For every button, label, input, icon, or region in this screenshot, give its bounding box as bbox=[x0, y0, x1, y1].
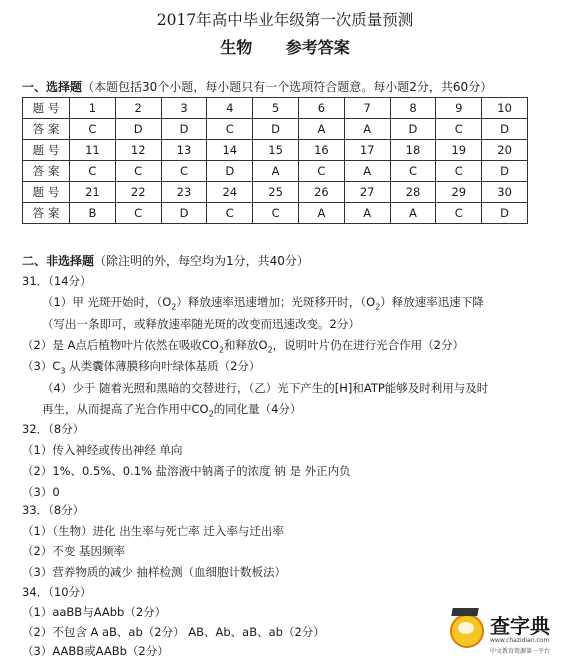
answer-cell: D bbox=[482, 203, 528, 224]
question-number-cell: 27 bbox=[344, 182, 390, 203]
q31-line6 bbox=[42, 401, 302, 418]
q34-line3: （3）AABB或AABb（2分） bbox=[22, 644, 169, 658]
logo-name: 查字典 bbox=[490, 614, 550, 638]
graduation-cap-icon bbox=[451, 608, 478, 616]
q33-line3: （3）营养物质的减少 抽样检测（血细胞计数板法） bbox=[22, 565, 286, 579]
answer-cell: D bbox=[390, 119, 436, 140]
question-number-cell: 17 bbox=[344, 140, 390, 161]
q31-line1 bbox=[42, 294, 484, 311]
question-number-cell: 26 bbox=[298, 182, 344, 203]
answer-cell: D bbox=[161, 203, 207, 224]
q34-line1: （1）aaBB与AAbb（2分） bbox=[22, 605, 167, 619]
q31-line5: （4）少于 随着光照和黑暗的交替进行，（乙）光下产生的[H]和ATP能够及时利用与及时 bbox=[42, 381, 489, 395]
answer-cell: A bbox=[390, 203, 436, 224]
question-number-cell: 13 bbox=[161, 140, 207, 161]
question-number-cell: 25 bbox=[253, 182, 299, 203]
logo-slogan: 中文教育资源第一平台 bbox=[490, 648, 551, 655]
section2-heading bbox=[22, 252, 309, 269]
q31-line2: （写出一条即可，或释放速率随光斑的改变而迅速改变。2分） bbox=[42, 317, 360, 331]
question-number-cell: 29 bbox=[436, 182, 482, 203]
question-number-cell: 14 bbox=[207, 140, 253, 161]
answer-cell: C bbox=[436, 119, 482, 140]
section1-heading bbox=[22, 78, 492, 95]
answer-cell: A bbox=[344, 203, 390, 224]
answer-cell: D bbox=[161, 119, 207, 140]
question-number-cell: 19 bbox=[436, 140, 482, 161]
sub: 2 bbox=[218, 345, 225, 355]
question-number-cell: 3 bbox=[161, 98, 207, 119]
logo-url: www.chazidian.com bbox=[490, 637, 550, 644]
question-number-row bbox=[23, 182, 528, 203]
q32-line3: （3）0 bbox=[22, 485, 60, 499]
question-number-cell: 16 bbox=[298, 140, 344, 161]
answer-cell: D bbox=[207, 161, 253, 182]
sub: 3 bbox=[60, 366, 66, 376]
question-number-row bbox=[23, 140, 528, 161]
question-number-cell: 2 bbox=[115, 98, 161, 119]
answer-cell: A bbox=[253, 161, 299, 182]
subject-label: 生物 bbox=[220, 38, 253, 57]
question-number-cell: 5 bbox=[253, 98, 299, 119]
mascot-face-icon bbox=[458, 622, 474, 634]
answer-row bbox=[23, 161, 528, 182]
question-number-row-label: 题 号 bbox=[23, 182, 70, 203]
answer-cell: C bbox=[298, 161, 344, 182]
answer-cell: C bbox=[161, 161, 207, 182]
q31-line3 bbox=[22, 337, 464, 354]
answer-cell: A bbox=[344, 161, 390, 182]
answer-cell: C bbox=[390, 161, 436, 182]
question-number-cell: 7 bbox=[344, 98, 390, 119]
answer-cell: B bbox=[70, 203, 116, 224]
answer-row-label: 答 案 bbox=[23, 119, 70, 140]
q32-header: 32．（8分） bbox=[22, 422, 85, 436]
sub: 2 bbox=[267, 345, 273, 355]
question-number-cell: 30 bbox=[482, 182, 528, 203]
question-number-cell: 24 bbox=[207, 182, 253, 203]
q31-l3-c: ，说明叶片仍在进行光合作用（2分） bbox=[272, 338, 464, 352]
question-number-cell: 22 bbox=[115, 182, 161, 203]
answer-row bbox=[23, 203, 528, 224]
question-number-cell: 1 bbox=[70, 98, 116, 119]
question-number-cell: 10 bbox=[482, 98, 528, 119]
answer-row bbox=[23, 119, 528, 140]
section2-note: （除注明的外，每空均为1分，共40分） bbox=[94, 254, 309, 268]
answer-cell: A bbox=[344, 119, 390, 140]
question-number-cell: 6 bbox=[298, 98, 344, 119]
answer-cell: C bbox=[436, 203, 482, 224]
exam-title: 2017年高中毕业年级第一次质量预测 bbox=[156, 11, 414, 29]
sub: 2 bbox=[171, 302, 177, 312]
question-number-row-label: 题 号 bbox=[23, 98, 70, 119]
sub: 2 bbox=[208, 409, 214, 419]
answer-cell: A bbox=[298, 119, 344, 140]
question-number-row-label: 题 号 bbox=[23, 140, 70, 161]
q31-l3-a: （2）是 A点后植物叶片依然在吸收CO bbox=[22, 338, 219, 352]
q31-l1-a: （1）甲 光斑开始时，（O bbox=[42, 295, 172, 309]
answer-cell: C bbox=[207, 203, 253, 224]
section1-title: 一、选择题 bbox=[22, 80, 83, 94]
answer-row-label: 答 案 bbox=[23, 161, 70, 182]
question-number-cell: 12 bbox=[115, 140, 161, 161]
answer-cell: A bbox=[298, 203, 344, 224]
q33-line2: （2）不变 基因频率 bbox=[22, 544, 125, 558]
q31-l4-b: 从类囊体薄膜移向叶绿体基质（2分） bbox=[65, 359, 261, 373]
q31-l6-b: 的同化量（4分） bbox=[213, 402, 302, 416]
q31-l3-b: 和释放O bbox=[224, 338, 268, 352]
answer-table bbox=[22, 97, 528, 224]
q31-l6-a: 再生，从而提高了光合作用中CO bbox=[42, 402, 209, 416]
section1-note: （本题包括30个小题，每小题只有一个选项符合题意。每小题2分，共60分） bbox=[82, 80, 493, 94]
question-number-cell: 28 bbox=[390, 182, 436, 203]
q33-header: 33．（8分） bbox=[22, 503, 85, 517]
answer-cell: D bbox=[253, 119, 299, 140]
q31-l1-c: ）释放速率迅速下降 bbox=[380, 295, 484, 309]
question-number-cell: 9 bbox=[436, 98, 482, 119]
q33-line1: （1）（生物）进化 出生率与死亡率 迁入率与迁出率 bbox=[22, 524, 284, 538]
answer-cell: C bbox=[115, 203, 161, 224]
answer-key-label: 参考答案 bbox=[285, 38, 350, 57]
sub: 2 bbox=[375, 302, 381, 312]
answer-cell: D bbox=[482, 119, 528, 140]
answer-cell: C bbox=[115, 161, 161, 182]
question-number-row bbox=[23, 98, 528, 119]
answer-cell: D bbox=[115, 119, 161, 140]
answer-cell: C bbox=[70, 161, 116, 182]
question-number-cell: 20 bbox=[482, 140, 528, 161]
q31-header: 31．（14分） bbox=[22, 274, 92, 288]
answer-row-label: 答 案 bbox=[23, 203, 70, 224]
q34-header: 34．（10分） bbox=[22, 585, 92, 599]
answer-cell: C bbox=[436, 161, 482, 182]
answer-cell: C bbox=[207, 119, 253, 140]
chazidian-logo bbox=[450, 608, 568, 658]
question-number-cell: 11 bbox=[70, 140, 116, 161]
q31-l1-b: ）释放速率迅速增加；光斑移开时，（O bbox=[176, 295, 376, 309]
question-number-cell: 23 bbox=[161, 182, 207, 203]
question-number-cell: 4 bbox=[207, 98, 253, 119]
question-number-cell: 18 bbox=[390, 140, 436, 161]
question-number-cell: 15 bbox=[253, 140, 299, 161]
answer-cell: C bbox=[70, 119, 116, 140]
answer-cell: C bbox=[253, 203, 299, 224]
q34-line2: （2）不包含 A aB、ab（2分） AB、Ab、aB、ab（2分） bbox=[22, 625, 325, 639]
answer-cell: D bbox=[482, 161, 528, 182]
section2-title: 二、非选择题 bbox=[22, 254, 95, 268]
q31-l4-a: （3）C bbox=[22, 359, 61, 373]
question-number-cell: 21 bbox=[70, 182, 116, 203]
q32-line1: （1）传入神经或传出神经 单向 bbox=[22, 443, 183, 457]
q32-line2: （2）1%、0.5%、0.1% 盐溶液中钠离子的浓度 钠 是 外正内负 bbox=[22, 464, 351, 478]
question-number-cell: 8 bbox=[390, 98, 436, 119]
q31-line4 bbox=[22, 358, 260, 375]
exam-subtitle bbox=[0, 35, 570, 58]
